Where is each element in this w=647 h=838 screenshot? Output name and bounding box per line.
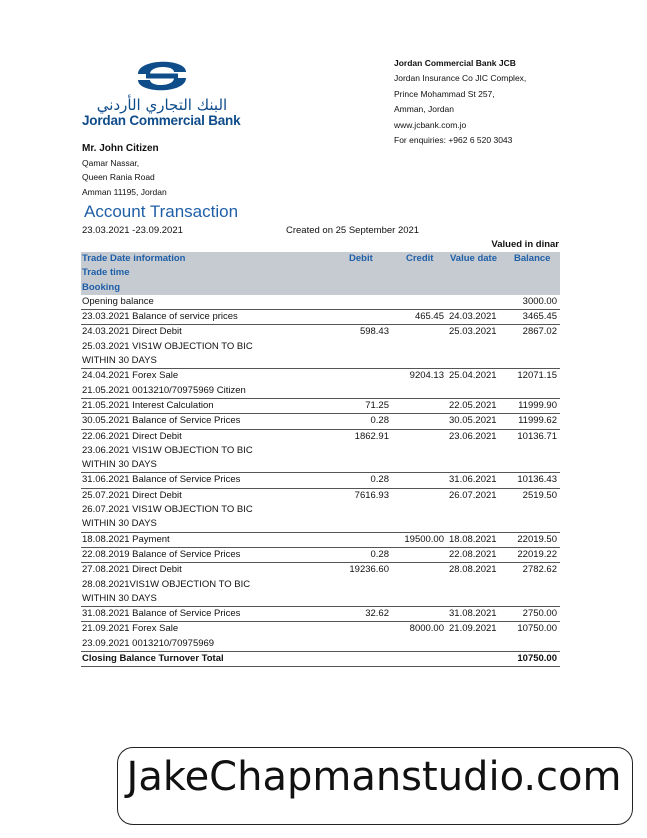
header-trade-date: Trade Date information xyxy=(82,253,186,264)
cell-description: 25.07.2021 Direct Debit xyxy=(82,489,182,501)
cell-debit: 7616.93 xyxy=(354,489,389,501)
customer-address xyxy=(82,142,167,199)
bank-address-line: Prince Mohammad St 257, xyxy=(394,88,495,99)
cell-value-date: 28.08.2021 xyxy=(449,564,497,576)
statement-period: 23.03.2021 -23.09.2021 xyxy=(82,225,183,236)
table-header xyxy=(81,252,560,295)
cell-value-date: 24.03.2021 xyxy=(449,311,497,323)
cell-balance: 3000.00 xyxy=(522,295,557,307)
cell-description: 22.08.2019 Balance of Service Prices xyxy=(82,548,241,560)
table-row xyxy=(81,489,560,533)
table-row xyxy=(81,325,560,369)
cell-description: 27.08.2021 Direct Debit xyxy=(82,564,182,576)
cell-balance: 11999.62 xyxy=(518,415,557,427)
table-row xyxy=(81,369,560,399)
cell-credit: 19500.00 xyxy=(404,533,444,545)
customer-address-line: Qamar Nassar, xyxy=(82,158,140,169)
cell-balance: 3465.45 xyxy=(522,311,557,323)
header-value-date: Value date xyxy=(450,253,497,264)
watermark-text: JakeChapmanstudio.com xyxy=(126,754,622,800)
cell-debit: 19236.60 xyxy=(349,564,389,576)
cell-description: 23.09.2021 0013210/70975969 xyxy=(82,637,215,649)
cell-debit: 32.62 xyxy=(365,608,389,620)
cell-description: WITHIN 30 DAYS xyxy=(82,592,157,604)
header-trade-time: Trade time xyxy=(82,267,130,279)
cell-description: 25.03.2021 VIS1W OBJECTION TO BIC xyxy=(82,340,253,352)
cell-debit: 598.43 xyxy=(359,326,389,338)
cell-description: 26.07.2021 VIS1W OBJECTION TO BIC xyxy=(82,504,253,516)
cell-description: 21.05.2021 0013210/70975969 Citizen xyxy=(82,384,246,396)
cell-value-date: 25.04.2021 xyxy=(449,370,497,382)
cell-balance: 2519.50 xyxy=(522,489,557,501)
table-row xyxy=(81,548,560,563)
cell-balance: 12071.15 xyxy=(517,370,557,382)
cell-debit: 71.25 xyxy=(365,399,389,411)
customer-address-line: Queen Rania Road xyxy=(82,172,155,183)
cell-description: 21.05.2021 Interest Calculation xyxy=(82,399,214,411)
table-row xyxy=(81,607,560,622)
cell-value-date: 31.08.2021 xyxy=(449,608,497,620)
cell-description: 23.03.2021 Balance of service prices xyxy=(82,311,238,323)
cell-debit: 0.28 xyxy=(370,474,389,486)
cell-credit: 465.45 xyxy=(414,311,444,323)
cell-debit: 0.28 xyxy=(370,415,389,427)
cell-balance: 10136.43 xyxy=(517,474,557,486)
cell-balance: 10750.00 xyxy=(517,653,557,665)
cell-balance: 2867.02 xyxy=(522,326,557,338)
table-row xyxy=(81,622,560,652)
cell-description: 22.06.2021 Direct Debit xyxy=(82,430,182,442)
table-row xyxy=(81,430,560,474)
cell-debit: 1862.91 xyxy=(354,430,389,442)
table-row xyxy=(81,295,560,310)
cell-description: 30.05.2021 Balance of Service Prices xyxy=(82,415,241,427)
cell-balance: 2750.00 xyxy=(522,608,557,620)
cell-balance: 11999.90 xyxy=(518,399,557,411)
cell-description: WITHIN 30 DAYS xyxy=(82,518,157,530)
table-row xyxy=(81,473,560,488)
page-title: Account Transaction xyxy=(84,202,239,221)
cell-value-date: 22.05.2021 xyxy=(449,399,497,411)
cell-description: Opening balance xyxy=(82,295,154,307)
bank-address-line: Jordan Insurance Co JIC Complex, xyxy=(394,73,527,84)
cell-credit: 9204.13 xyxy=(409,370,444,382)
cell-value-date: 26.07.2021 xyxy=(449,489,497,501)
cell-balance: 22019.50 xyxy=(517,533,557,545)
header-booking: Booking xyxy=(82,281,120,293)
bank-address xyxy=(394,56,526,148)
table-row xyxy=(81,652,560,667)
cell-value-date: 22.08.2021 xyxy=(449,548,497,560)
cell-balance: 2782.62 xyxy=(522,564,557,576)
cell-description: 28.08.2021VIS1W OBJECTION TO BIC xyxy=(82,578,251,590)
header-credit: Credit xyxy=(406,253,434,264)
cell-description: WITHIN 30 DAYS xyxy=(82,459,157,471)
bank-logo-arabic: البنك التجاري الأردني xyxy=(96,96,228,114)
cell-value-date: 21.09.2021 xyxy=(449,623,497,635)
cell-description: 24.03.2021 Direct Debit xyxy=(82,326,182,338)
cell-value-date: 18.08.2021 xyxy=(449,533,497,545)
cell-credit: 8000.00 xyxy=(409,623,444,635)
table-row xyxy=(81,533,560,548)
cell-value-date: 30.05.2021 xyxy=(449,415,497,427)
cell-description: 23.06.2021 VIS1W OBJECTION TO BIC xyxy=(82,444,253,456)
table-body xyxy=(81,295,560,667)
cell-value-date: 23.06.2021 xyxy=(449,430,497,442)
table-row xyxy=(81,310,560,325)
cell-balance: 22019.22 xyxy=(517,548,557,560)
cell-value-date: 31.06.2021 xyxy=(449,474,497,486)
bank-phone: For enquiries: +962 6 520 3043 xyxy=(394,135,513,146)
cell-description: 31.06.2021 Balance of Service Prices xyxy=(82,474,241,486)
cell-description: 31.08.2021 Balance of Service Prices xyxy=(82,608,241,620)
header-balance: Balance xyxy=(514,253,551,264)
customer-address-line: Amman 11195, Jordan xyxy=(82,186,167,197)
bank-address-line: Amman, Jordan xyxy=(394,104,454,115)
cell-balance: 10750.00 xyxy=(517,623,557,635)
cell-value-date: 25.03.2021 xyxy=(449,326,497,338)
header-debit: Debit xyxy=(349,253,373,264)
created-date: Created on 25 September 2021 xyxy=(286,225,420,236)
cell-description: WITHIN 30 DAYS xyxy=(82,355,157,367)
table-row xyxy=(81,414,560,429)
cell-debit: 0.28 xyxy=(370,548,389,560)
customer-name: Mr. John Citizen xyxy=(82,143,159,154)
cell-description: 24.04.2021 Forex Sale xyxy=(82,370,179,382)
currency-note: Valued in dinar xyxy=(491,239,559,250)
cell-description: 21.09.2021 Forex Sale xyxy=(82,623,179,635)
bank-website: www.jcbank.com.jo xyxy=(394,119,467,130)
table-row xyxy=(81,563,560,607)
cell-balance: 10136.71 xyxy=(517,430,557,442)
cell-description: Closing Balance Turnover Total xyxy=(82,653,224,665)
transactions-table xyxy=(81,252,560,667)
cell-description: 18.08.2021 Payment xyxy=(82,533,170,545)
bank-name: Jordan Commercial Bank JCB xyxy=(394,58,516,68)
bank-logo-english: Jordan Commercial Bank xyxy=(82,113,241,128)
table-row xyxy=(81,399,560,414)
